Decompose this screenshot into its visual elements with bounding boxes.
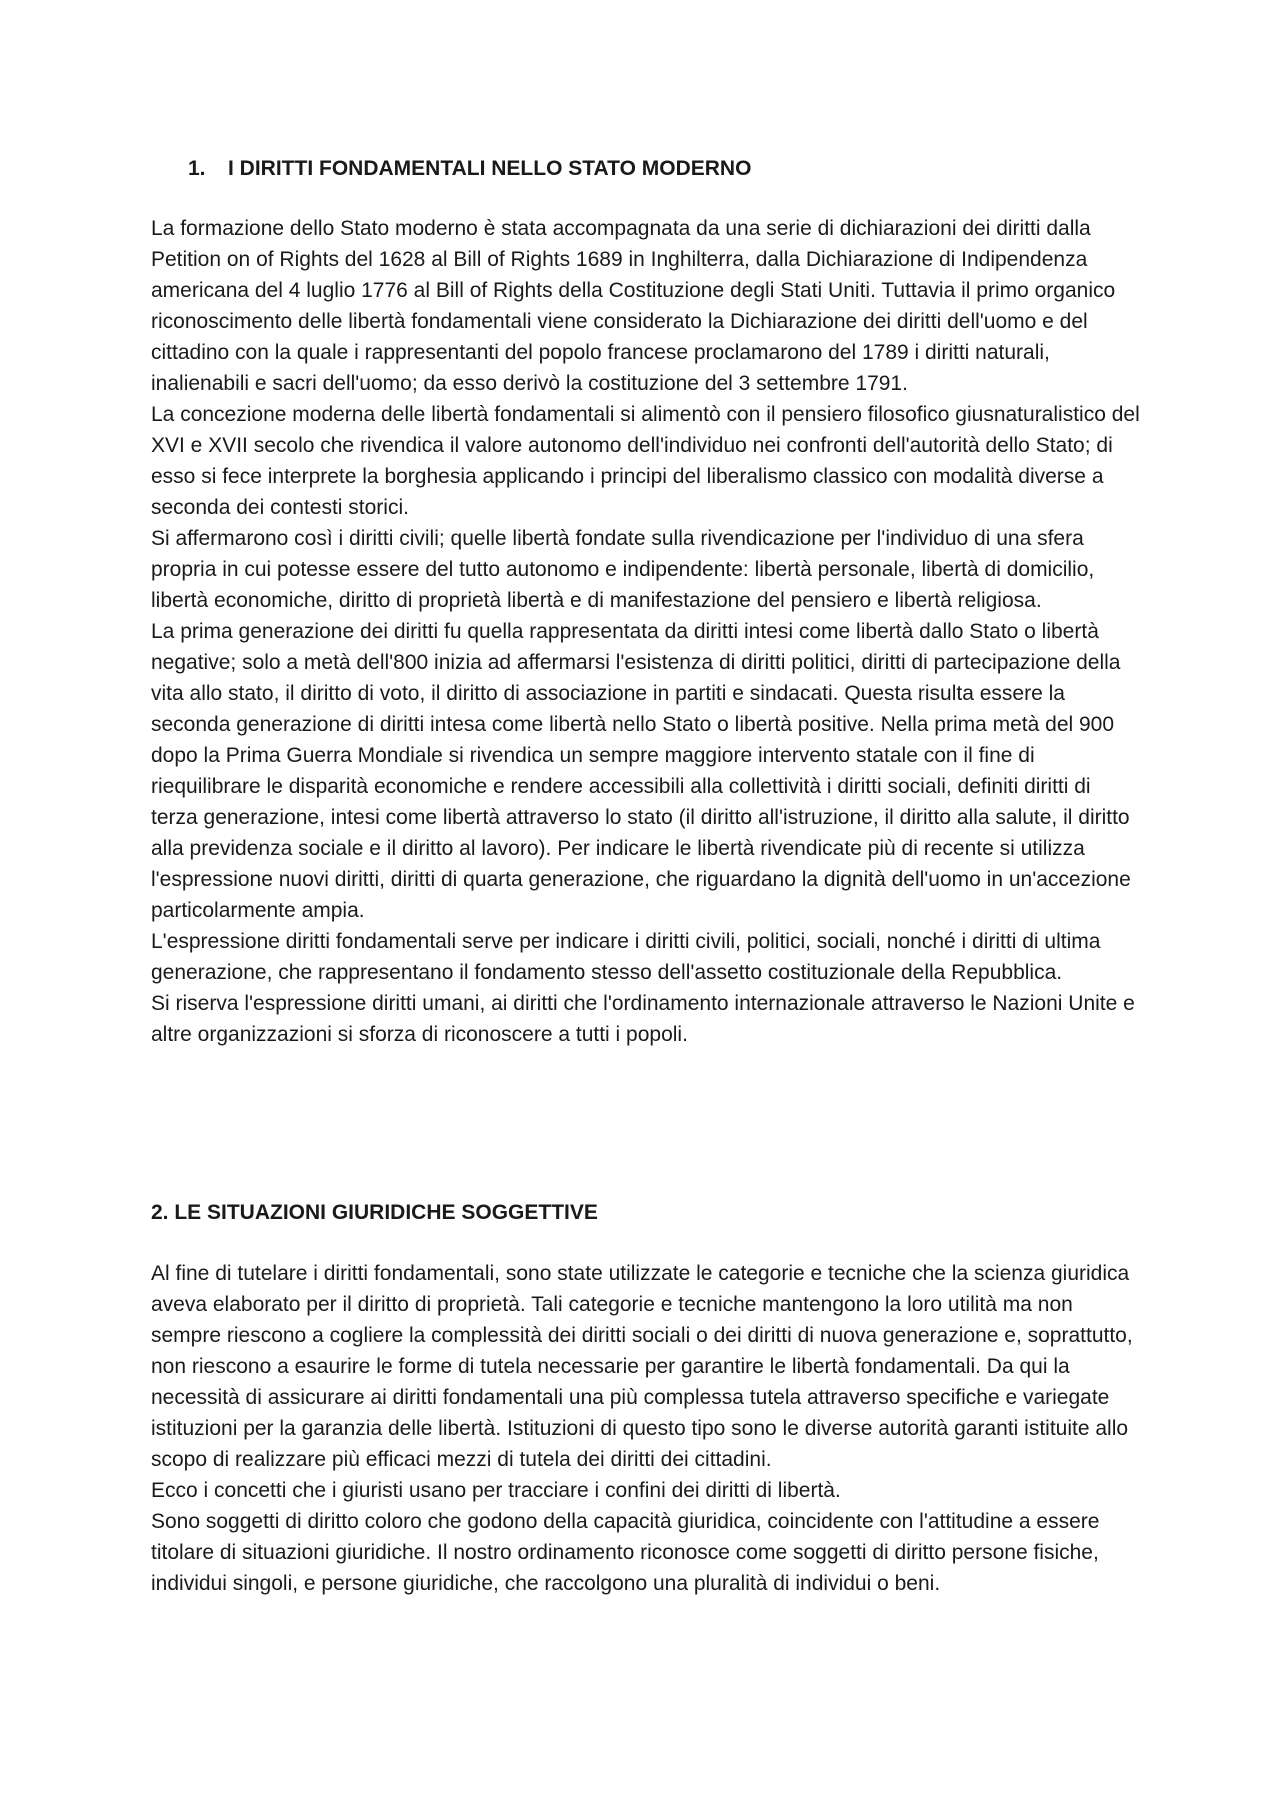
section-1-number: 1. xyxy=(188,157,206,180)
section-2-heading: 2. LE SITUAZIONI GIURIDICHE SOGGETTIVE xyxy=(151,1201,598,1224)
section-1-paragraph: La concezione moderna delle libertà fondamentali si alimentò con il pensiero filosofico giusnaturalistico del XVI e XVII secolo che rivendica il valore autonomo dell'individuo nei confronti dell'autorità dello Stato; di esso si fece interprete la borghesia applicando i principi del liberalismo classico con modalità diverse a seconda dei contesti storici. xyxy=(151,403,1140,519)
section-2-paragraph: Ecco i concetti che i giuristi usano per tracciare i confini dei diritti di libertà. xyxy=(151,1479,841,1502)
section-1-body xyxy=(151,213,1141,1050)
section-1-paragraph: L'espressione diritti fondamentali serve per indicare i diritti civili, politici, sociali, nonché i diritti di ultima generazione, che rappresentano il fondamento stesso dell'assetto costituzionale della Repubblica. xyxy=(151,930,1101,984)
section-1-paragraph: La prima generazione dei diritti fu quella rappresentata da diritti intesi come libertà dallo Stato o libertà negative; solo a metà dell'800 inizia ad affermarsi l'esistenza di diritti politici, diritti di partecipazione della vita allo stato, il diritto di voto, il diritto di associazione in partiti e sindacati. Questa risulta essere la seconda generazione di diritti intesa come libertà nello Stato o libertà positive. Nella prima metà del 900 dopo la Prima Guerra Mondiale si rivendica un sempre maggiore intervento statale con il fine di riequilibrare le disparità economiche e rendere accessibili alla collettività i diritti sociali, definiti diritti di terza generazione, intesi come libertà attraverso lo stato (il diritto all'istruzione, il diritto alla salute, il diritto alla previdenza sociale e il diritto al lavoro). Per indicare le libertà rivendicate più di recente si utilizza l'espressione nuovi diritti, diritti di quarta generazione, che riguardano la dignità dell'uomo in un'accezione particolarmente ampia. xyxy=(151,620,1131,922)
section-1-heading xyxy=(188,153,751,184)
section-2-paragraph: Sono soggetti di diritto coloro che godono della capacità giuridica, coincidente con l'attitudine a essere titolare di situazioni giuridiche. Il nostro ordinamento riconosce come soggetti di diritto persone fisiche, individui singoli, e persone giuridiche, che raccolgono una pluralità di individui o beni. xyxy=(151,1510,1100,1595)
section-2-paragraph: Al fine di tutelare i diritti fondamentali, sono state utilizzate le categorie e tecniche che la scienza giuridica aveva elaborato per il diritto di proprietà. Tali categorie e tecniche mantengono la loro utilità ma non sempre riescono a cogliere la complessità dei diritti sociali o dei diritti di nuova generazione e, soprattutto, non riescono a esaurire le forme di tutela necessarie per garantire le libertà fondamentali. Da qui la necessità di assicurare ai diritti fondamentali una più complessa tutela attraverso specifiche e variegate istituzioni per la garanzia delle libertà. Istituzioni di questo tipo sono le diverse autorità garanti istituite allo scopo di realizzare più efficaci mezzi di tutela dei diritti dei cittadini. xyxy=(151,1262,1133,1471)
section-1-paragraph: La formazione dello Stato moderno è stata accompagnata da una serie di dichiarazioni dei diritti dalla Petition on of Rights del 1628 al Bill of Rights 1689 in Inghilterra, dalla Dichiarazione di Indipendenza americana del 4 luglio 1776 al Bill of Rights della Costituzione degli Stati Uniti. Tuttavia il primo organico riconoscimento delle libertà fondamentali viene considerato la Dichiarazione dei diritti dell'uomo e del cittadino con la quale i rappresentanti del popolo francese proclamarono del 1789 i diritti naturali, inalienabili e sacri dell'uomo; da esso derivò la costituzione del 3 settembre 1791. xyxy=(151,217,1116,395)
section-1-title: I DIRITTI FONDAMENTALI NELLO STATO MODERNO xyxy=(228,157,752,180)
section-1-paragraph: Si affermarono così i diritti civili; quelle libertà fondate sulla rivendicazione per l'individuo di una sfera propria in cui potesse essere del tutto autonomo e indipendente: libertà personale, libertà di domicilio, libertà economiche, diritto di proprietà libertà e di manifestazione del pensiero e libertà religiosa. xyxy=(151,527,1095,612)
section-2-body xyxy=(151,1258,1141,1599)
section-1-paragraph: Si riserva l'espressione diritti umani, ai diritti che l'ordinamento internazionale attraverso le Nazioni Unite e altre organizzazioni si sforza di riconoscere a tutti i popoli. xyxy=(151,992,1135,1046)
